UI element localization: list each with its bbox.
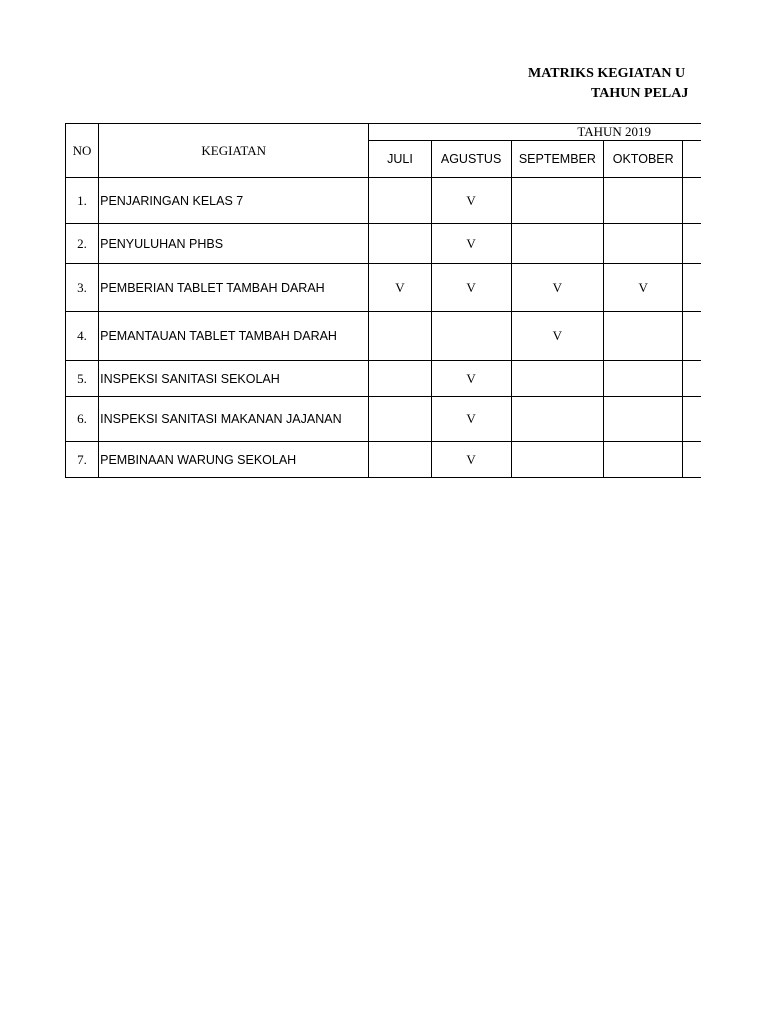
month-header-juli: JULI: [369, 141, 431, 178]
row-number: 5.: [66, 361, 99, 397]
schedule-mark: [604, 312, 683, 361]
month-header-agustus: AGUSTUS: [431, 141, 511, 178]
activity-name: PENYULUHAN PHBS: [99, 224, 369, 264]
schedule-mark-next: [683, 178, 701, 224]
table-row: [66, 178, 702, 224]
schedule-mark: [604, 224, 683, 264]
schedule-mark: [511, 224, 603, 264]
schedule-mark: V: [511, 312, 603, 361]
schedule-mark-next: [683, 312, 701, 361]
schedule-mark: [511, 361, 603, 397]
schedule-mark: V: [369, 264, 431, 312]
schedule-mark-next: [683, 264, 701, 312]
schedule-mark: [369, 312, 431, 361]
document-title: MATRIKS KEGIATAN U: [528, 66, 686, 81]
header-row-top: [66, 124, 702, 141]
activity-matrix-table: [65, 123, 701, 478]
col-header-year: TAHUN 2019: [369, 124, 701, 141]
activity-name: PEMANTAUAN TABLET TAMBAH DARAH: [99, 312, 369, 361]
activity-name: INSPEKSI SANITASI MAKANAN JAJANAN: [99, 397, 369, 442]
activity-matrix-container: [65, 123, 701, 485]
col-header-no: NO: [66, 124, 99, 178]
schedule-mark: [604, 178, 683, 224]
row-number: 2.: [66, 224, 99, 264]
schedule-mark: V: [431, 361, 511, 397]
table-row: [66, 361, 702, 397]
schedule-mark: [604, 361, 683, 397]
activity-name: PENJARINGAN KELAS 7: [99, 178, 369, 224]
month-header-next: [683, 141, 701, 178]
schedule-mark-next: [683, 224, 701, 264]
row-number: 6.: [66, 397, 99, 442]
table-row: [66, 442, 702, 478]
schedule-mark: [369, 178, 431, 224]
schedule-mark: V: [431, 397, 511, 442]
activity-name: INSPEKSI SANITASI SEKOLAH: [99, 361, 369, 397]
row-number: 1.: [66, 178, 99, 224]
schedule-mark: [369, 224, 431, 264]
col-header-kegiatan: KEGIATAN: [99, 124, 369, 178]
schedule-mark: V: [511, 264, 603, 312]
schedule-mark: [511, 397, 603, 442]
schedule-mark: [604, 397, 683, 442]
document-subtitle: TAHUN PELAJ: [591, 86, 689, 101]
schedule-mark: [604, 442, 683, 478]
month-header-oktober: OKTOBER: [604, 141, 683, 178]
activity-name: PEMBINAAN WARUNG SEKOLAH: [99, 442, 369, 478]
month-header-september: SEPTEMBER: [511, 141, 603, 178]
table-row: [66, 312, 702, 361]
schedule-mark: [511, 178, 603, 224]
schedule-mark: [369, 442, 431, 478]
table-row: [66, 264, 702, 312]
schedule-mark: [431, 312, 511, 361]
row-number: 7.: [66, 442, 99, 478]
schedule-mark-next: [683, 361, 701, 397]
schedule-mark: V: [431, 264, 511, 312]
schedule-mark: V: [604, 264, 683, 312]
table-row: [66, 397, 702, 442]
activity-name: PEMBERIAN TABLET TAMBAH DARAH: [99, 264, 369, 312]
schedule-mark: [369, 397, 431, 442]
schedule-mark: [511, 442, 603, 478]
row-number: 3.: [66, 264, 99, 312]
table-row: [66, 224, 702, 264]
schedule-mark: V: [431, 178, 511, 224]
schedule-mark: V: [431, 224, 511, 264]
row-number: 4.: [66, 312, 99, 361]
schedule-mark-next: [683, 442, 701, 478]
schedule-mark-next: [683, 397, 701, 442]
schedule-mark: [369, 361, 431, 397]
schedule-mark: V: [431, 442, 511, 478]
